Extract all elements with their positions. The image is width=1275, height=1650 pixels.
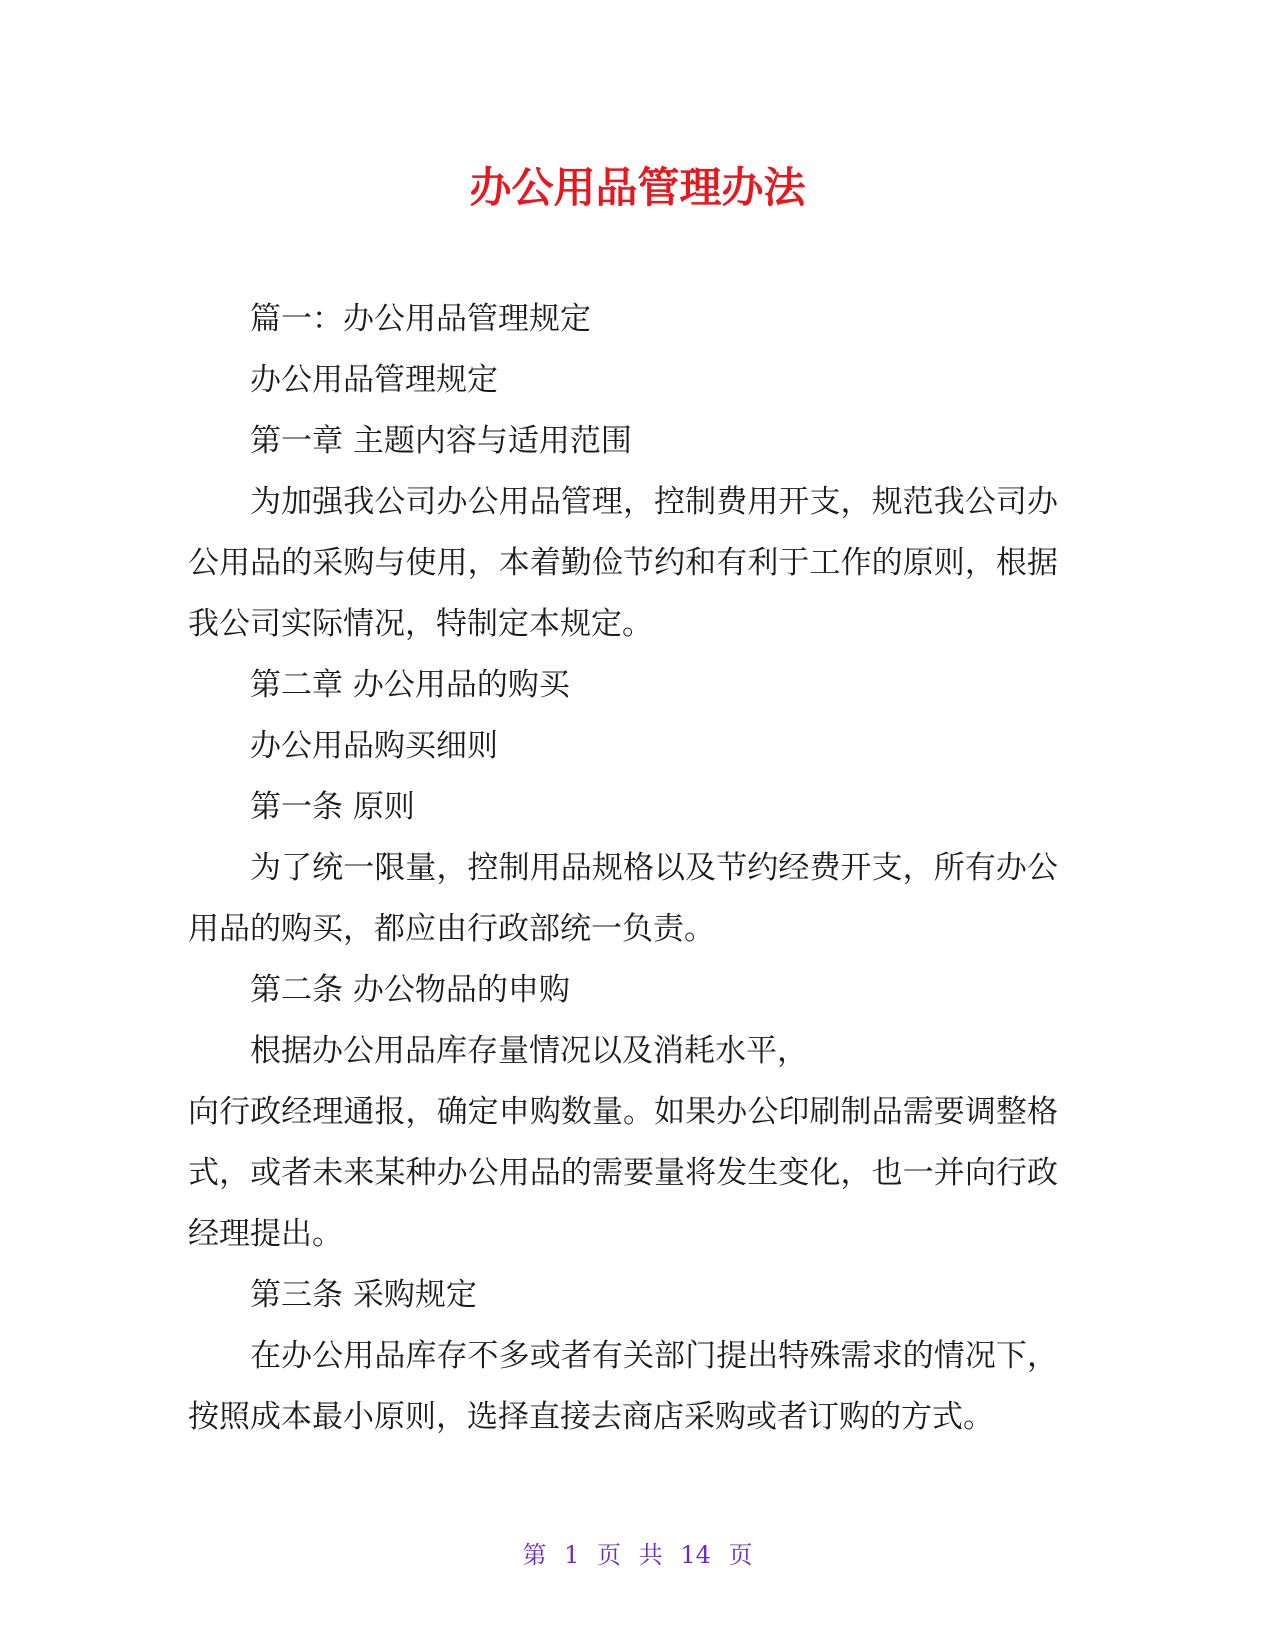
page-footer (0, 1538, 1275, 1572)
document-body (188, 289, 1058, 1448)
paragraph-chapter-1-body: 为加强我公司办公用品管理，控制费用开支，规范我公司办公用品的采购与使用，本着勤俭节约和有利于工作的原则，根据我公司实际情况，特制定本规定。 (188, 484, 1058, 642)
paragraph-article-2: 第二条 办公物品的申购 (250, 972, 570, 1008)
paragraph-article-1: 第一条 原则 (250, 789, 415, 825)
paragraph-article-2-body-b: 向行政经理通报，确定申购数量。如果办公印刷制品需要调整格式，或者未来某种办公用品的需要量将发生变化，也一并向行政经理提出。 (188, 1094, 1058, 1252)
footer-ye: 页 (597, 1541, 622, 1569)
footer-gong: 共 (638, 1541, 663, 1569)
paragraph-section-heading: 篇一：办公用品管理规定 (250, 301, 591, 337)
paragraph-chapter-2: 第二章 办公用品的购买 (250, 667, 570, 703)
document-title: 办公用品管理办法 (469, 163, 806, 212)
paragraph-article-3-body: 在办公用品库存不多或者有关部门提出特殊需求的情况下，按照成本最小原则，选择直接去商店采购或者订购的方式。 (188, 1338, 1058, 1435)
footer-total-pages: 14 (680, 1541, 711, 1569)
footer-current-page: 1 (564, 1541, 580, 1569)
footer-ye-2: 页 (728, 1541, 753, 1569)
paragraph-subtitle: 办公用品管理规定 (250, 362, 498, 398)
paragraph-purchase-rules: 办公用品购买细则 (250, 728, 498, 764)
paragraph-article-3: 第三条 采购规定 (250, 1277, 477, 1313)
paragraph-article-2-body-a: 根据办公用品库存量情况以及消耗水平， (250, 1033, 808, 1069)
paragraph-article-1-body: 为了统一限量，控制用品规格以及节约经费开支，所有办公用品的购买，都应由行政部统一负责。 (188, 850, 1058, 947)
footer-di: 第 (522, 1541, 547, 1569)
paragraph-chapter-1: 第一章 主题内容与适用范围 (250, 423, 632, 459)
